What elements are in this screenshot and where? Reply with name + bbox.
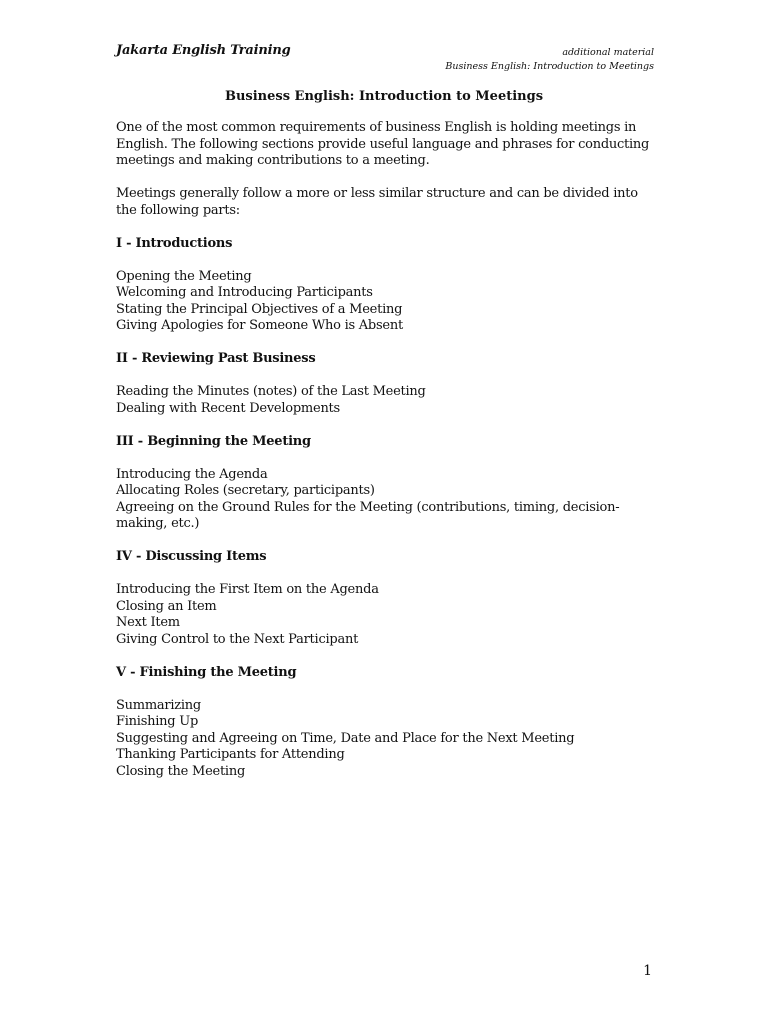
- list-item: Thanking Participants for Attending: [116, 747, 345, 762]
- page-title: Business English: Introduction to Meetings: [224, 89, 544, 104]
- section-title: II - Reviewing Past Business: [116, 351, 316, 366]
- list-item: Welcoming and Introducing Participants: [116, 285, 373, 300]
- intro-paragraph: One of the most common requirements of business English is holding meetings in English. The following sections provide useful language and phrases for conducting meetings and making contributions to a meeting.: [116, 120, 650, 168]
- section-title: I - Introductions: [116, 235, 233, 251]
- header-topic: Business English: Introduction to Meetings: [445, 61, 654, 72]
- section-items: [116, 269, 656, 335]
- list-item: Introducing the First Item on the Agenda: [116, 582, 379, 597]
- list-item: Next Item: [116, 615, 180, 630]
- list-item: Summarizing: [116, 697, 202, 713]
- document-body: [116, 120, 656, 797]
- section: [116, 351, 656, 417]
- section: [116, 665, 656, 781]
- header-right: [445, 46, 654, 74]
- section: [116, 549, 656, 648]
- list-item: Agreeing on the Ground Rules for the Meeting (contributions, timing, decision-making, etc.): [116, 499, 620, 531]
- list-item: Giving Control to the Next Participant: [116, 631, 359, 647]
- list-item: Finishing Up: [116, 714, 199, 729]
- section-title: V - Finishing the Meeting: [116, 664, 297, 680]
- section-title: IV - Discussing Items: [116, 549, 267, 564]
- list-item: Stating the Principal Objectives of a Meeting: [116, 301, 403, 317]
- section-items: [116, 698, 656, 781]
- section-items: [116, 467, 656, 533]
- list-item: Opening the Meeting: [116, 268, 252, 284]
- list-item: Closing an Item: [116, 598, 217, 614]
- list-item: Closing the Meeting: [116, 763, 246, 779]
- list-item: Allocating Roles (secretary, participants): [116, 483, 375, 498]
- list-item: Giving Apologies for Someone Who is Absent: [116, 318, 403, 333]
- section-items: [116, 384, 656, 417]
- list-item: Reading the Minutes (notes) of the Last Meeting: [116, 384, 426, 399]
- list-item: Introducing the Agenda: [116, 466, 268, 482]
- section-title: III - Beginning the Meeting: [116, 433, 311, 449]
- list-item: Suggesting and Agreeing on Time, Date and Place for the Next Meeting: [116, 730, 575, 746]
- intro-paragraph: Meetings generally follow a more or less similar structure and can be divided into the following parts:: [116, 186, 638, 218]
- header-organization: Jakarta English Training: [116, 43, 291, 58]
- page-number: 1: [643, 963, 652, 979]
- header-material-label: additional material: [562, 47, 654, 58]
- list-item: Dealing with Recent Developments: [116, 400, 340, 416]
- section-items: [116, 582, 656, 648]
- section: [116, 434, 656, 533]
- section: [116, 236, 656, 335]
